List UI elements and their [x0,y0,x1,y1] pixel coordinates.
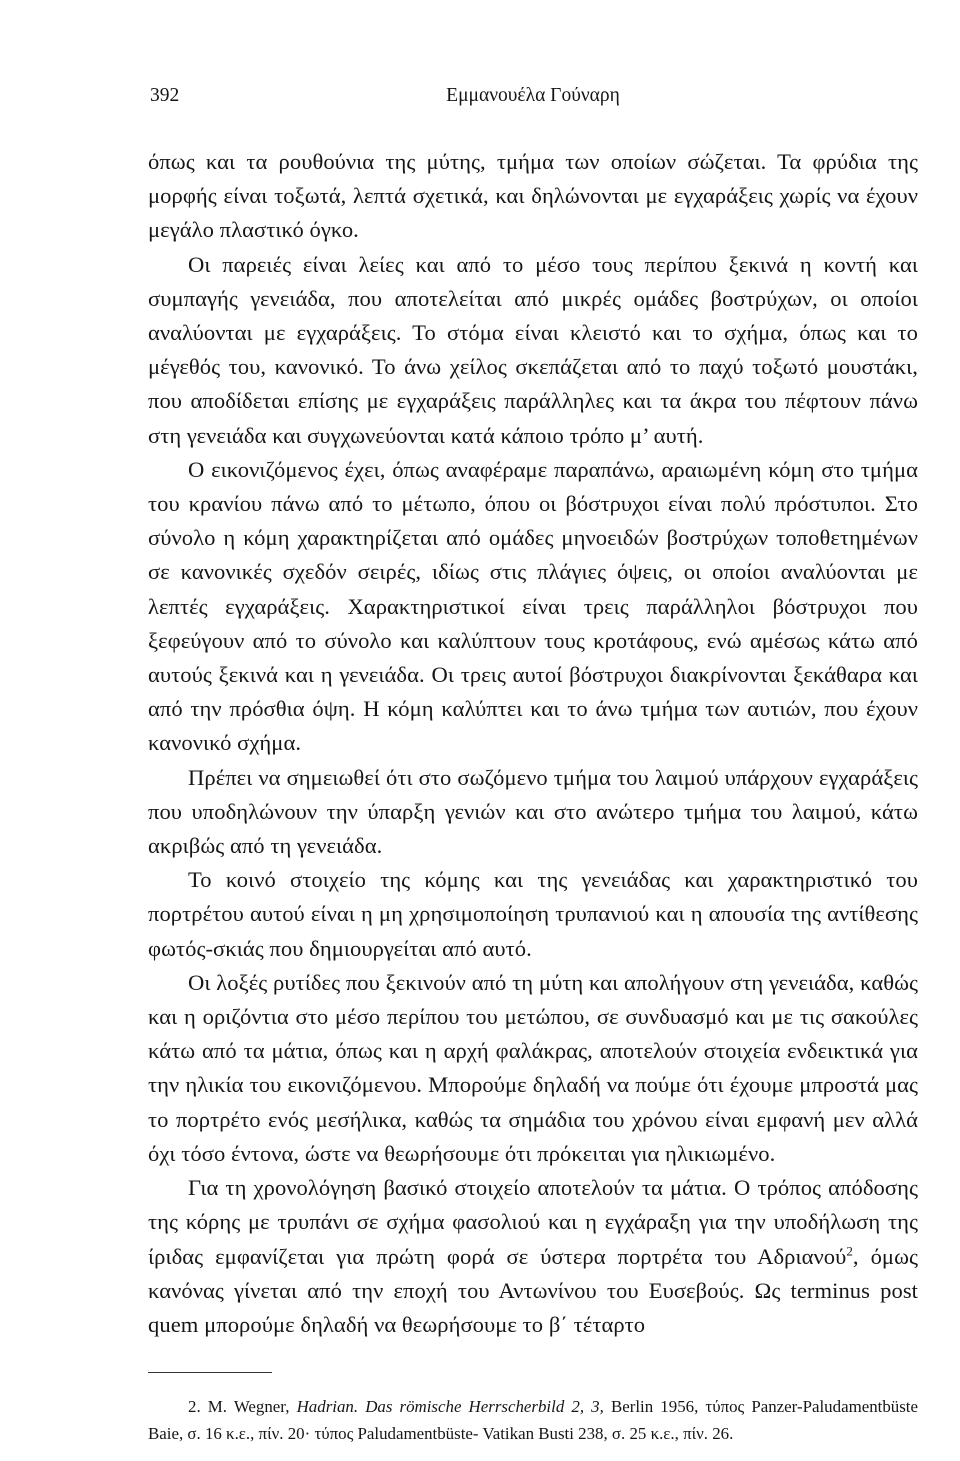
paragraph: Οι παρειές είναι λείες και από το μέσο τους περίπου ξεκινά η κοντή και συμπαγής γενειάδα, που αποτελείται από μικρές ομάδες βοστρύχων, οι οποίοι αναλύονται με εγχαράξεις. Το στόμα είναι κλειστό και το σχήμα, όπως και το μέγεθός του, κανονικό. Το άνω χείλος σκεπάζεται από το παχύ τοξωτό μουστάκι, που αποδίδεται επίσης με εγχαράξεις παράλληλες και τα άκρα του πέφτουν πάνω στη γενειάδα και συγχωνεύονται κατά κάποιο τρόπο μ’ αυτή. [148,251,918,448]
footnotes [148,1393,918,1447]
paragraph: Ο εικονιζόμενος έχει, όπως αναφέραμε παραπάνω, αραιωμένη κόμη στο τμήμα του κρανίου πάνω από το μέτωπο, όπου οι βόστρυχοι είναι πολύ πρόστυποι. Στο σύνολο η κόμη χαρακτηρίζεται από ομάδες μηνοειδών βοστρύχων τοποθετημένων σε κανονικές σχεδόν σειρές, ιδίως στις πλάγιες όψεις, οι οποίοι αναλύονται με λεπτές εγχαράξεις. Χαρακτηριστικοί είναι τρεις παράλληλοι βόστρυχοι που ξεφεύγουν από το σύνολο και καλύπτουν τους κροτάφους, ενώ αμέσως κάτω από αυτούς ξεκινά και η γενειάδα. Οι τρεις αυτοί βόστρυχοι διακρίνονται ξεκάθαρα και από την πρόσθια όψη. Η κόμη καλύπτει και το άνω τμήμα των αυτιών, που έχουν κανονικό σχήμα. [148,456,918,756]
paragraph [148,1171,918,1342]
page-header [148,85,918,117]
page-number: 392 [150,85,180,106]
body-text [148,145,918,1342]
footnote-reference: 2 [846,1242,853,1258]
paragraph: Πρέπει να σημειωθεί ότι στο σωζόμενο τμήμα του λαιμού υπάρχουν εγχαράξεις που υποδηλώνουν την ύπαρξη γενιών και στο ανώτερο τμήμα του λαιμού, κάτω ακριβώς από τη γενειάδα. [148,764,918,859]
paragraph-text: Για τη χρονολόγηση βασικό στοιχείο αποτελούν τα μάτια. Ο τρόπος απόδοσης της κόρης με τρυπάνι σε σχήμα φασολιού και η εγχάραξη για την υποδήλωση της ίριδας εμφανίζεται για πρώτη φορά σε ύστερα πορτρέτα του Αδριανού [148,1175,918,1269]
paragraph: Το κοινό στοιχείο της κόμης και της γενειάδας και χαρακτηριστικό του πορτρέτου αυτού είναι η μη χρησιμοποίηση τρυπανιού και η απουσία της αντίθεσης φωτός-σκιάς που δημιουργείται από αυτό. [148,867,918,961]
footnote-title: Hadrian. Das römische Herrscherbild 2, 3, [296,1397,604,1417]
footnote-text: Berlin 1956, τύπος Panzer-Paludamentbüste Baie, σ. 16 κ.ε., πίν. 20· τύπος Paludamentbüste- Vatikan Busti 238, σ. 25 κ.ε., πίν. 26. [148,1397,918,1444]
paragraph-text: , όμως κανόνας γίνεται από την εποχή του Αντωνίνου του Ευσεβούς. Ως terminus post quem μπορούμε δηλαδή να θεωρήσουμε το β΄ τέταρτο [148,1243,918,1337]
footnote-number-author: 2. M. Wegner, [188,1397,290,1417]
paragraph: Οι λοξές ρυτίδες που ξεκινούν από τη μύτη και απολήγουν στη γενειάδα, καθώς και η οριζόντια στο μέσο περίπου του μετώπου, σε συνδυασμό και με τις σακούλες κάτω από τα μάτια, όπως και η αρχή φαλάκρας, αποτελούν στοιχεία ενδεικτικά για την ηλικία του εικονιζόμενου. Μπορούμε δηλαδή να πούμε ότι έχουμε μπροστά μας το πορτρέτο ενός μεσήλικα, καθώς τα σημάδια του χρόνου είναι εμφανή μεν αλλά όχι τόσο έντονα, ώστε να θεωρήσουμε ότι πρόκειται για ηλικιωμένο. [148,969,918,1166]
paragraph: όπως και τα ρουθούνια της μύτης, τμήμα των οποίων σώζεται. Τα φρύδια της μορφής είναι τοξωτά, λεπτά σχετικά, και δηλώνονται με εγχαράξεις χωρίς να έχουν μεγάλο πλαστικό όγκο. [148,149,918,243]
running-head: Εμμανουέλα Γούναρη [446,85,620,106]
footnote-divider [148,1372,272,1373]
page [148,85,918,1447]
footnote [148,1393,918,1447]
